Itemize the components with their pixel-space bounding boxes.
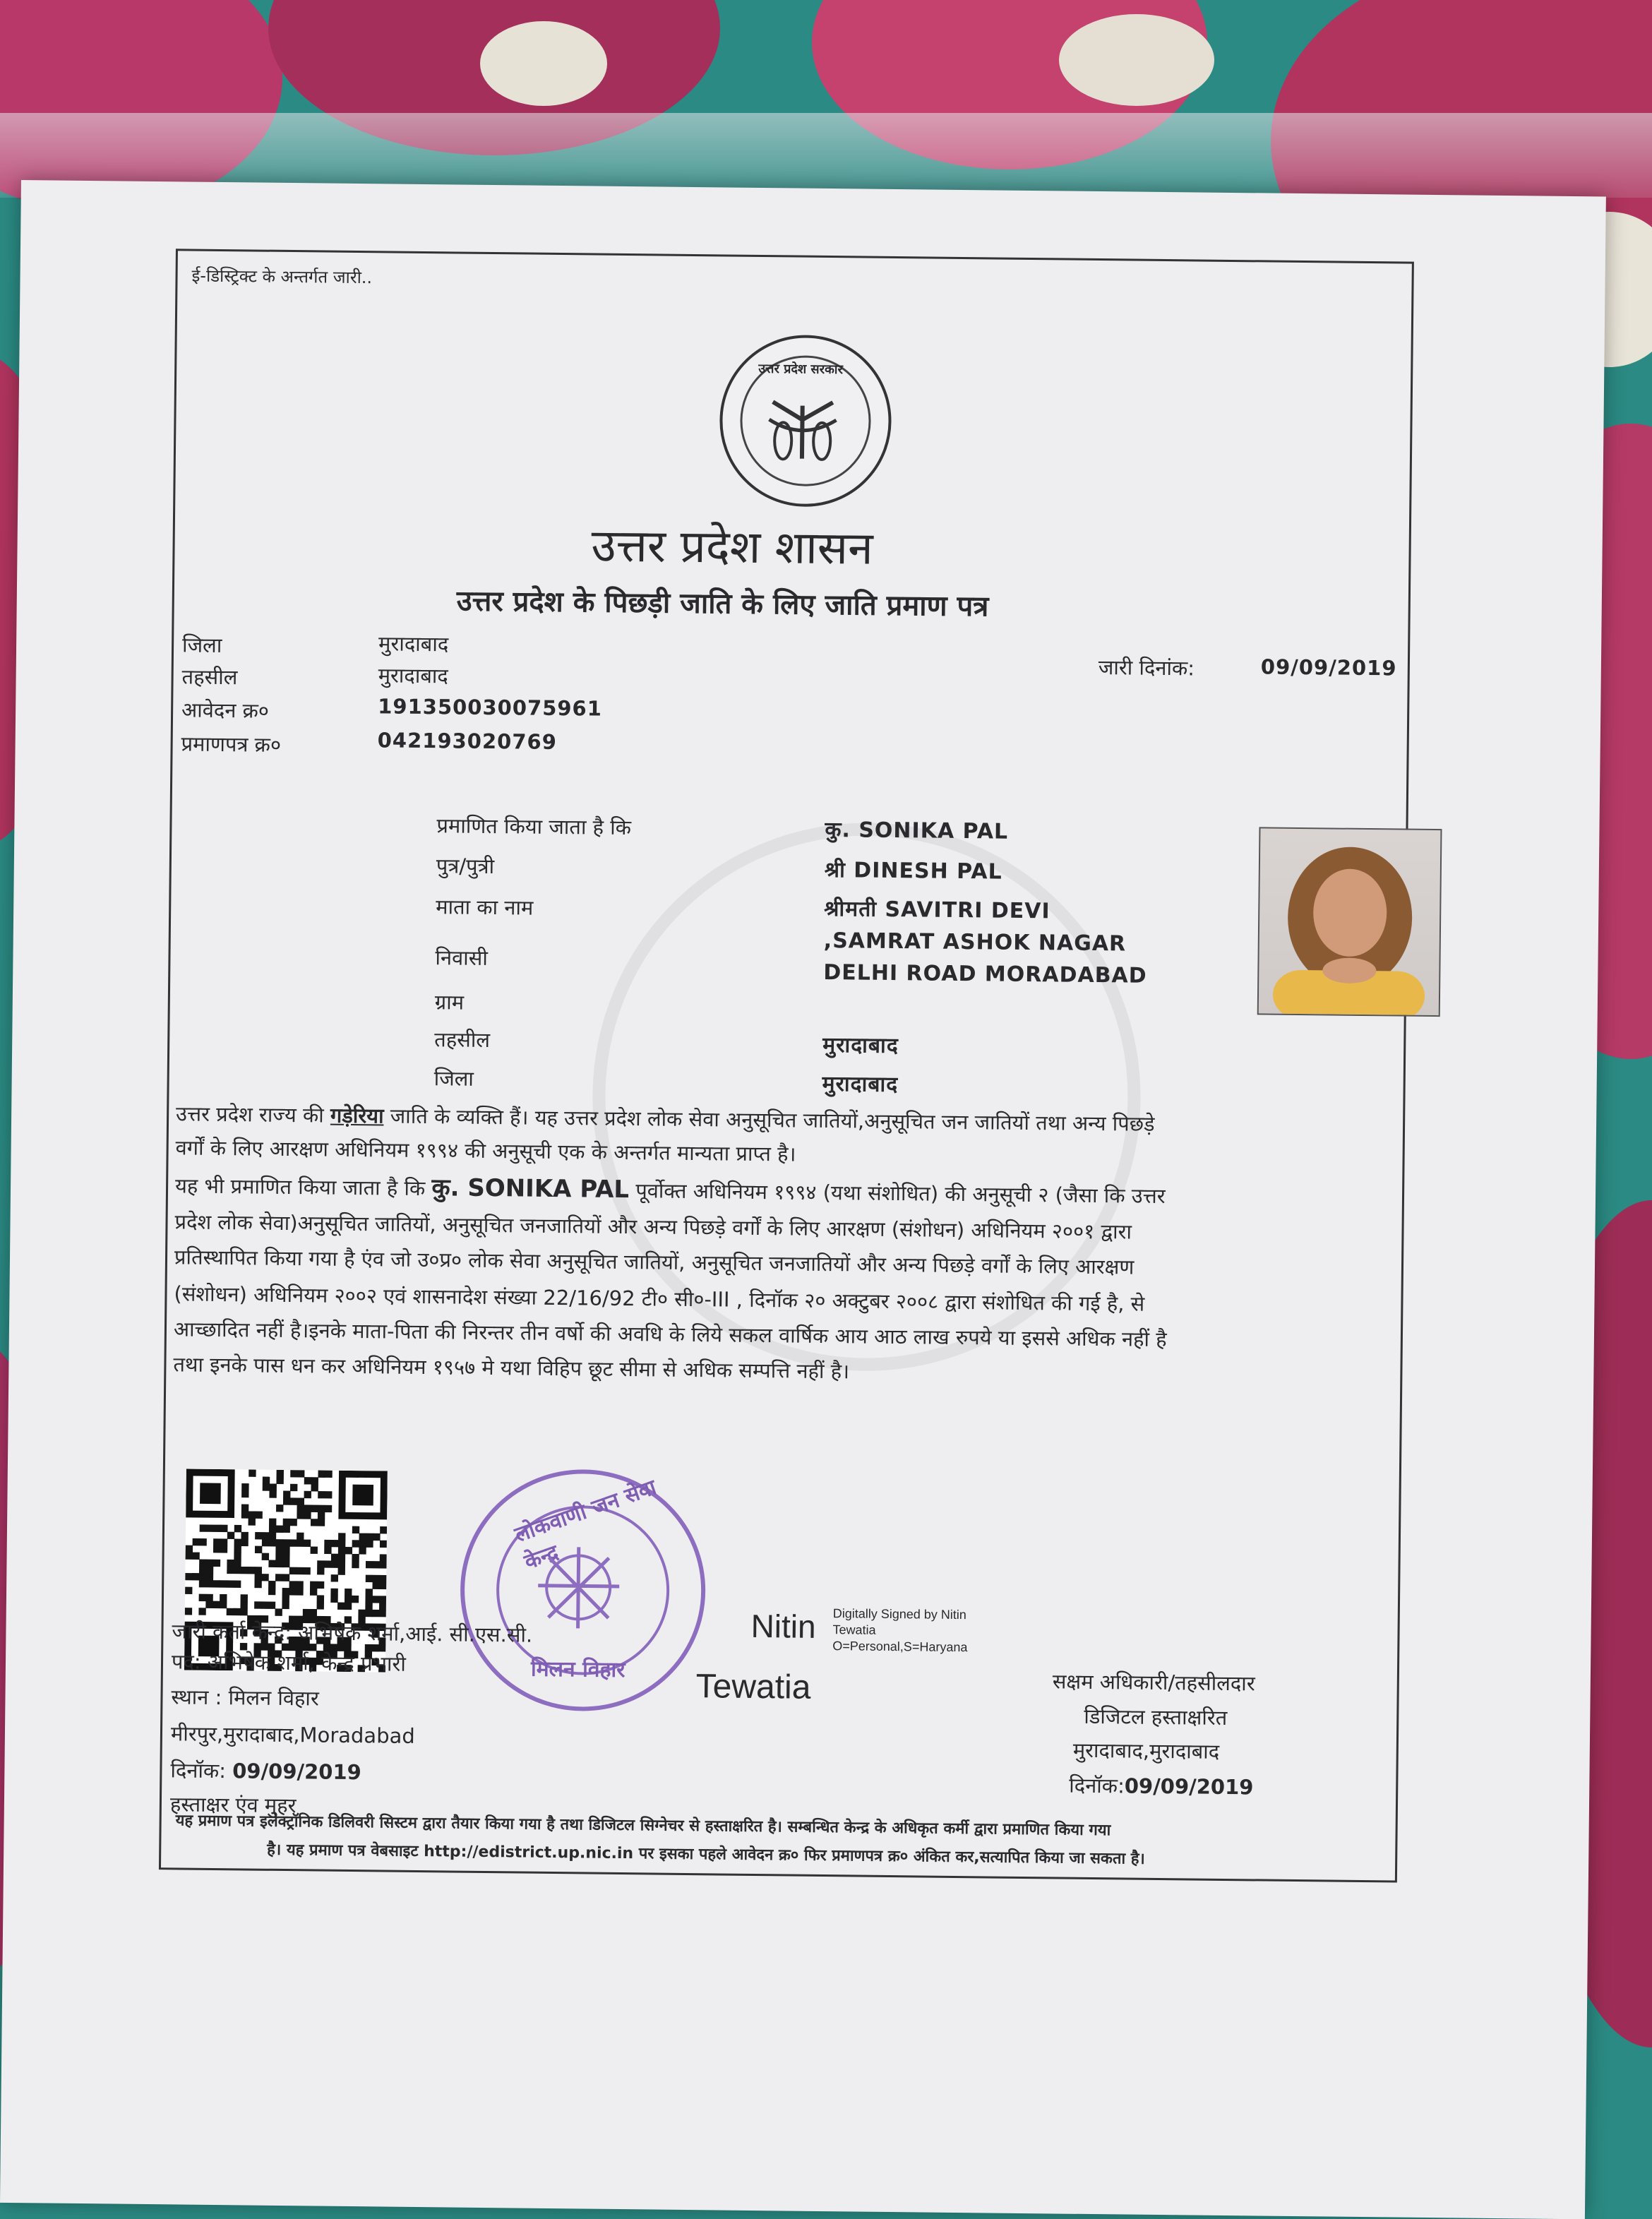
body-text: जाति के व्यक्ति हैं। यह उत्तर प्रदेश लोक सेवा अनुसूचित जातियों,अनुसूचित जन जातियों तथा अन्य पिछड़े	[390, 1103, 1155, 1136]
mother-label: माता का नाम	[436, 895, 534, 920]
official-stamp	[459, 1469, 707, 1713]
body-text: यह भी प्रमाणित किया जाता है कि	[174, 1173, 426, 1201]
certificate-number: 042193020769	[377, 728, 558, 754]
applicant-name-inline: कु. SONIKA PAL	[431, 1173, 630, 1204]
village-label: ग्राम	[434, 990, 465, 1015]
signer-first-name: Nitin	[750, 1607, 816, 1645]
application-label: आवेदन क्र०	[181, 698, 270, 723]
body-text: उत्तर प्रदेश राज्य की	[175, 1101, 324, 1128]
document-title: उत्तर प्रदेश के पिछड़ी जाति के लिए जाति प्रमाण पत्र	[456, 585, 989, 623]
district-value: मुरादाबाद	[378, 631, 449, 657]
sign-seal-label: हस्ताक्षर एंव मुहर	[169, 1792, 297, 1818]
tehsil-label: तहसील	[181, 664, 238, 690]
son-daughter-label: पुत्र/पुत्री	[436, 854, 495, 879]
stamp-emblem-icon	[459, 1469, 698, 1704]
stamp-bottom-text: मिलन विहार	[530, 1656, 626, 1683]
body-line-8: तथा इनके पास धन कर अधिनियम १९५७ मे यथा विहिप छूट सीमा से अधिक सम्पत्ति नहीं है।	[173, 1352, 850, 1384]
body-line-6: (संशोधन) अधिनियम २००२ एवं शासनादेश संख्या 22/16/92 टी० सी०-III , दिनॉक २० अक्टुबर २००८ द्वारा संशोधित की गई है, से	[174, 1281, 1145, 1316]
issue-date-label: जारी दिनांक:	[1098, 655, 1195, 681]
portrait-icon	[1259, 828, 1441, 1015]
body-text: पूर्वोक्त अधिनियम १९९४ (यथा संशोधित) की अनुसूची २ (जैसा कि उत्तर	[635, 1178, 1166, 1209]
issuer-address: मीरपुर,मुरादाबाद,Moradabad	[170, 1721, 415, 1748]
body-line-5: प्रतिस्थापित किया गया है एंव जो उ०प्र० लोक सेवा अनुसूचित जातियों, अनुसूचित जनजातियों और अन्य पिछड़े वर्गों के लिए आरक्षण	[174, 1245, 1135, 1279]
detail-tehsil-label: तहसील	[434, 1027, 491, 1053]
emblem-icon	[719, 334, 886, 501]
detail-district-label: जिला	[433, 1066, 474, 1091]
resident-label: निवासी	[435, 945, 489, 970]
resident-address-2: DELHI ROAD MORADABAD	[823, 959, 1147, 988]
caste-name: गड़ेरिया	[330, 1103, 384, 1128]
authority-digital: डिजिटल हस्ताक्षरित	[1084, 1704, 1228, 1730]
authority-location: मुरादाबाद,मुरादाबाद	[1072, 1737, 1220, 1764]
issuing-center: जारी कर्ता केन्द्र: अभिषेक शर्मा,आई. सी.एस.सी.	[172, 1619, 533, 1647]
certificate-paper	[0, 180, 1606, 2219]
detail-tehsil-value: मुरादाबाद	[822, 1032, 899, 1059]
certificate-label: प्रमाणपत्र क्र०	[181, 731, 282, 757]
authority-date-value: 09/09/2019	[1124, 1774, 1254, 1800]
father-name: श्री DINESH PAL	[824, 857, 1002, 885]
issuer-date	[170, 1756, 361, 1786]
digital-sign-line-3: O=Personal,S=Haryana	[832, 1639, 968, 1655]
issuer-post: पद: अभिषेक शर्मा, केन्द्र प्रभारी	[171, 1649, 407, 1676]
footer-line-1: यह प्रमाण पत्र इलेक्ट्रॉनिक डिलिवरी सिस्टम द्वारा तैयार किया गया है तथा डिजिटल सिग्नेचर से हस्ताक्षरित है। सम्बन्धित केन्द्र के अधिकृत कर्मी द्वारा प्रमाणित किया गया	[175, 1812, 1111, 1840]
digital-sign-line-1: Digitally Signed by Nitin	[832, 1606, 966, 1622]
issued-under-text: ई-डिस्ट्रिक्ट के अन्तर्गत जारी..	[191, 265, 373, 288]
digital-sign-line-2: Tewatia	[832, 1622, 876, 1637]
emblem-caption: उत्तर प्रदेश सरकार	[758, 361, 843, 378]
resident-address-1: ,SAMRAT ASHOK NAGAR	[823, 928, 1127, 957]
authority-date	[1069, 1771, 1254, 1801]
issuer-date-value: 09/09/2019	[232, 1759, 361, 1785]
application-number: 191350030075961	[378, 694, 603, 721]
certificate-frame	[159, 249, 1414, 1882]
footer-line-2: है। यह प्रमाण पत्र वेबसाइट http://edistrict.up.nic.in पर इसका पहले आवेदन क्र० फिर प्रमाणपत्र क्र० अंकित कर,सत्यापित किया जा सकता है।	[267, 1841, 1145, 1868]
detail-district-value: मुरादाबाद	[822, 1071, 899, 1098]
district-label: जिला	[181, 633, 222, 658]
signer-last-name: Tewatia	[695, 1668, 811, 1706]
stamp-text: लोकवाणी जन सेवा केन्द्र	[511, 1475, 660, 1575]
authority-date-label: दिनॉक:	[1069, 1773, 1125, 1798]
issuer-place: स्थान : मिलन विहार	[171, 1685, 319, 1711]
body-line-4: प्रदेश लोक सेवा)अनुसूचित जातियों, अनुसूचित जनजातियों और अन्य पिछड़े वर्गों के लिए आरक्षण (संशोधन) अधिनियम २००१ द्वारा	[174, 1209, 1132, 1244]
mother-name: श्रीमती SAVITRI DEVI	[824, 896, 1051, 924]
govt-title: उत्तर प्रदेश शासन	[591, 520, 873, 575]
issue-date-value: 09/09/2019	[1260, 654, 1397, 681]
authority-title: सक्षम अधिकारी/तहसीलदार	[1052, 1669, 1255, 1696]
certified-label: प्रमाणित किया जाता है कि	[436, 813, 632, 840]
tehsil-value: मुरादाबाद	[378, 663, 448, 688]
issuer-date-label: दिनॉक:	[170, 1758, 227, 1783]
applicant-photo	[1257, 827, 1442, 1017]
certified-name: कु. SONIKA PAL	[825, 817, 1009, 844]
body-line-7: आच्छादित नहीं है।इनके माता-पिता की निरन्तर तीन वर्षो की अवधि के लिये सकल वार्षिक आय आठ लाख रुपये या इससे अधिक नहीं है	[173, 1317, 1167, 1352]
up-govt-emblem	[719, 334, 892, 508]
body-line-2: वर्गों के लिए आरक्षण अधिनियम १९९४ की अनुसूची एक के अन्तर्गत मान्यता प्राप्त है।	[175, 1135, 796, 1166]
